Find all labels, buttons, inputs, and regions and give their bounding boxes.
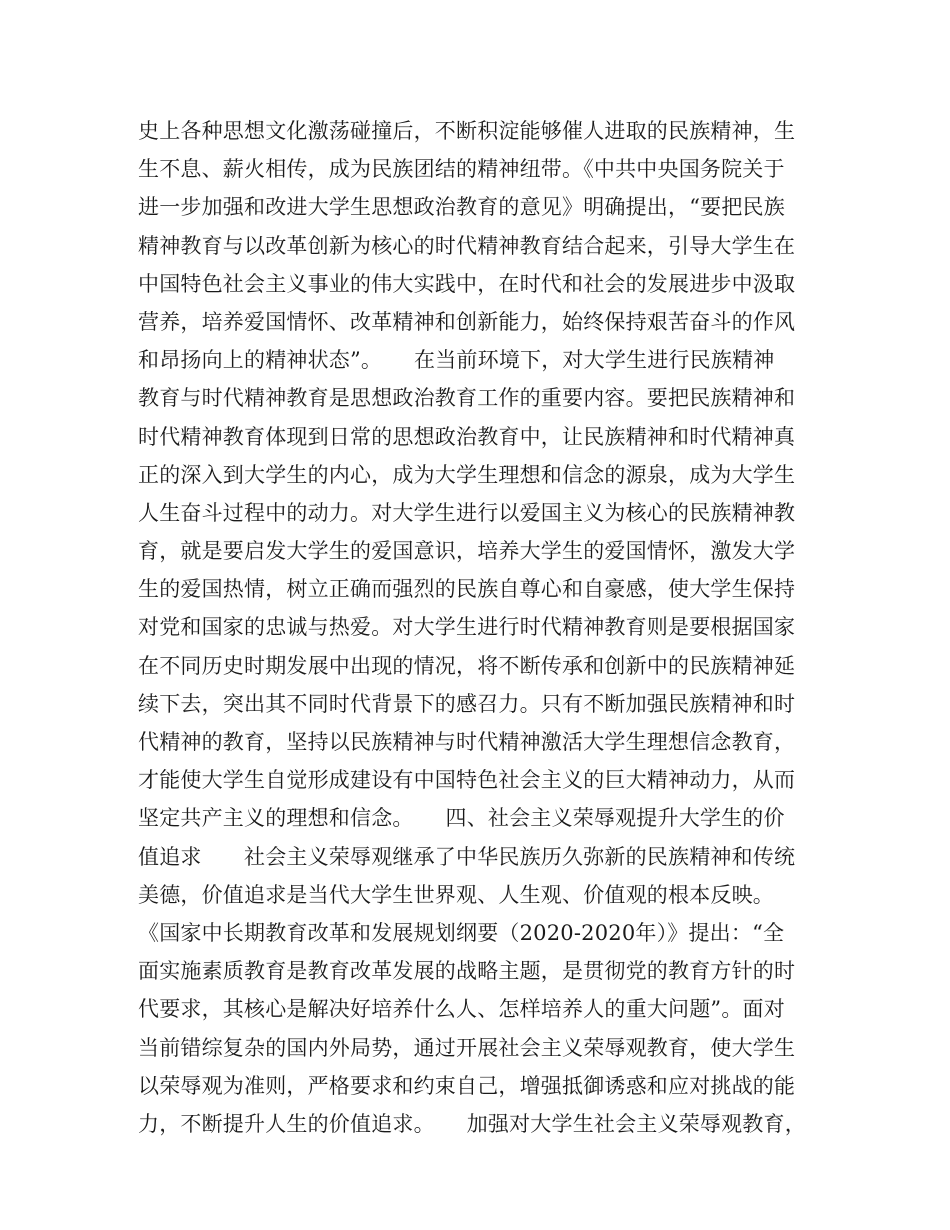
text-line: 精神教育与以改革创新为核心的时代精神教育结合起来，引导大学生在 [138,233,796,258]
text-line: 营养，培养爱国情怀、改革精神和创新能力，始终保持艰苦奋斗的作风 [138,309,796,334]
text-line: 和昂扬向上的精神状态”。 在当前环境下，对大学生进行民族精神 [138,348,775,373]
text-line: 在不同历史时期发展中出现的情况，将不断传承和创新中的民族精神延 [138,653,796,678]
text-line: 续下去，突出其不同时代背景下的感召力。只有不断加强民族精神和时 [138,691,796,716]
text-line: 力，不断提升人生的价值追求。 加强对大学生社会主义荣辱观教育， [138,1111,806,1136]
text-line: 人生奋斗过程中的动力。对大学生进行以爱国主义为核心的民族精神教 [138,500,796,525]
text-line: 生不息、薪火相传，成为民族团结的精神纽带。《中共中央国务院关于 [138,157,785,182]
text-line: 才能使大学生自觉形成建设有中国特色社会主义的巨大精神动力，从而 [138,768,796,793]
text-line: 史上各种思想文化激荡碰撞后，不断积淀能够催人进取的民族精神，生 [138,119,796,143]
text-line: 美德，价值追求是当代大学生世界观、人生观、价值观的根本反映。 [138,882,774,907]
text-line: 时代精神教育体现到日常的思想政治教育中，让民族精神和时代精神真 [138,424,796,449]
text-line: 对党和国家的忠诚与热爱。对大学生进行时代精神教育则是要根据国家 [138,615,796,640]
text-line: 面实施素质教育是教育改革发展的战略主题，是贯彻党的教育方针的时 [138,959,796,984]
text-line: 生的爱国热情，树立正确而强烈的民族自尊心和自豪感，使大学生保持 [138,577,796,602]
text-line: 育，就是要启发大学生的爱国意识，培养大学生的爱国情怀，激发大学 [138,539,796,564]
text-line: 坚定共产主义的理想和信念。 四、社会主义荣辱观提升大学生的价 [138,806,785,831]
text-line: 中国特色社会主义事业的伟大实践中，在时代和社会的发展进步中汲取 [138,271,796,296]
text-line: 代精神的教育，坚持以民族精神与时代精神激活大学生理想信念教育， [138,730,796,754]
text-line: 进一步加强和改进大学生思想政治教育的意见》明确提出，“要把民族 [138,195,785,220]
text-line: 正的深入到大学生的内心，成为大学生理想和信念的源泉，成为大学生 [138,462,796,487]
body-text [138,112,820,1143]
text-line: 以荣辱观为准则，严格要求和约束自己，增强抵御诱惑和应对挑战的能 [138,1073,796,1098]
text-line: 代要求，其核心是解决好培养什么人、怎样培养人的重大问题”。面对 [138,997,785,1022]
text-line: 《国家中长期教育改革和发展规划纲要（2020-2020年）》提出：“全 [138,920,785,945]
text-line: 值追求 社会主义荣辱观继承了中华民族历久弥新的民族精神和传统 [138,844,796,869]
text-line: 当前错综复杂的国内外局势，通过开展社会主义荣辱观教育，使大学生 [138,1035,796,1060]
text-line: 教育与时代精神教育是思想政治教育工作的重要内容。要把民族精神和 [138,386,796,411]
